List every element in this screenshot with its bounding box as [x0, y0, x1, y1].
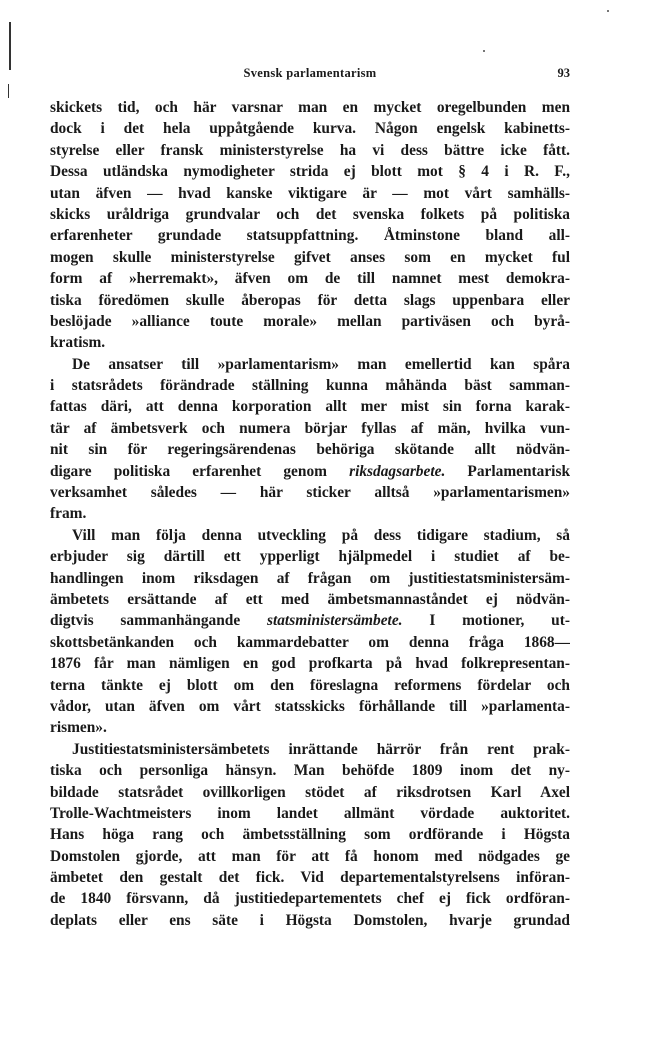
text-line: dock i det hela uppåtgående kurva. Någon engelsk kabinetts- — [50, 120, 570, 138]
text-line: skickets tid, och här varsnar man en mycket oregelbunden men — [50, 99, 570, 116]
text-line: ämbetets ersättande af ett med ämbetsmannaståndet ej nödvän- — [50, 590, 570, 608]
italic-term: statsministersämbete. — [266, 612, 403, 630]
text-line: tiska och personliga hänsyn. Man behöfde 1809 inom det ny- — [50, 762, 570, 780]
text-line: erbjuder sig därtill ett ypperligt hjälpmedel i studiet af be- — [50, 548, 570, 566]
text-line: i statsrådets förändrade ställning kunna måhända bäst samman- — [50, 377, 570, 395]
text-line: verksamhet således — här sticker alltså »parlamentarismen» — [50, 484, 570, 502]
body-text — [50, 97, 570, 931]
text-line: form af »herremakt», äfven om de till namnet mest demokra- — [50, 270, 570, 288]
scan-edge-mark — [9, 22, 11, 70]
text-line: Vill man följa denna utveckling på dess tidigare stadium, så — [72, 526, 570, 544]
text-line: fattas däri, att denna korporation allt mer mist sin forna karak- — [50, 398, 570, 416]
text-line: deplats eller ens säte i Högsta Domstolen, hvarje grundad — [50, 911, 570, 929]
italic-term: riksdagsarbete. — [349, 462, 446, 480]
text-line: erfarenheter grundade statsuppfattning. Åtminstone bland all- — [50, 227, 570, 245]
running-title: Svensk parlamentarism — [243, 66, 377, 80]
text-line: Hans höga rang och ämbetsställning som ordförande i Högsta — [50, 826, 570, 844]
scan-edge-mark — [8, 84, 9, 98]
text-segment: digare politiska erfarenhet genom — [50, 462, 350, 480]
text-line: Domstolen gjorde, att man för att få honom med nödgades ge — [50, 847, 570, 865]
text-line: skicks uråldriga grundvalar och det svenska folkets på politiska — [50, 205, 570, 223]
text-line: vådor, utan äfven om vårt statsskicks förhållande till »parlamenta- — [50, 697, 570, 715]
text-line: Trolle-Wachtmeisters inom landet allmänt vördade auktoritet. — [50, 804, 570, 822]
scan-speck — [483, 50, 485, 52]
text-line: beslöjade »alliance toute morale» mellan partiväsen och byrå- — [50, 312, 570, 330]
text-segment: digtvis sammanhängande — [50, 612, 267, 630]
text-line: mogen skulle ministerstyrelse gifvet anses som en mycket ful — [50, 248, 570, 266]
text-line — [50, 610, 570, 631]
text-line: terna tänkte ej blott om den föreslagna reformens fördelar och — [50, 676, 570, 694]
text-line: nit sin för regeringsärendenas behöriga skötande allt nödvän- — [50, 441, 570, 459]
text-line: Dessa utländska nymodigheter strida ej blott mot § 4 i R. F., — [50, 163, 570, 181]
text-segment: Parlamentarisk — [445, 462, 570, 480]
text-line: tiska föredömen skulle åberopas för detta slags uppenbara eller — [50, 291, 570, 309]
text-line: kratism. — [50, 334, 106, 352]
text-line: de 1840 försvann, då justitiedepartementets chef ej fick ordföran- — [50, 890, 570, 908]
text-line: rismen». — [50, 719, 107, 737]
running-header — [50, 66, 570, 86]
text-line — [50, 461, 570, 482]
scan-speck — [607, 10, 609, 12]
text-line: bildade statsrådet ovillkorligen stödet af riksdrotsen Karl Axel — [50, 783, 570, 801]
page-number: 93 — [557, 66, 570, 80]
text-line: ämbetet den gestalt det fick. Vid departementalstyrelsens införan- — [50, 869, 570, 887]
text-segment: I motioner, ut- — [402, 612, 570, 630]
text-line: De ansatser till »parlamentarism» man emellertid kan spåra — [72, 355, 570, 373]
text-line: handlingen inom riksdagen af frågan om justitiestatsministersäm- — [50, 569, 570, 587]
text-line: utan äfven — hvad kanske viktigare är — mot vårt samhälls- — [50, 184, 570, 202]
text-line: 1876 får man nämligen en god profkarta på hvad folkrepresentan- — [50, 655, 570, 673]
text-line: tär af ämbetsverk och numera börjar fyllas af män, hvilka vun- — [50, 419, 570, 437]
text-line: fram. — [50, 505, 87, 523]
text-line: Justitiestatsministersämbetets inrättande härrör från rent prak- — [72, 740, 570, 758]
text-line: styrelse eller fransk ministerstyrelse ha vi dess bättre icke fått. — [50, 141, 570, 159]
text-line: skottsbetänkanden och kammardebatter om denna fråga 1868— — [50, 633, 570, 651]
